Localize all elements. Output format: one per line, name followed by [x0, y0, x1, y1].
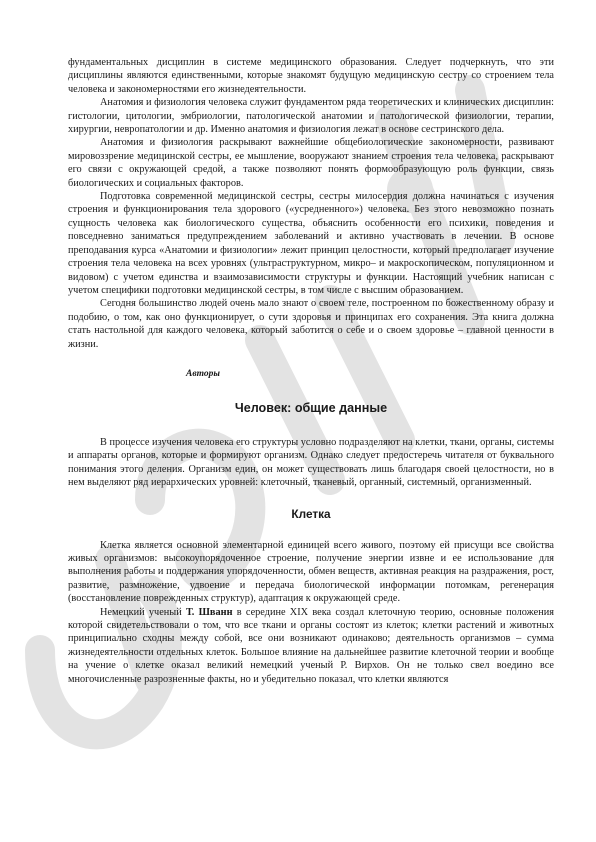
heading-cell: Клетка	[291, 506, 331, 521]
page-content	[68, 56, 554, 686]
scientist-name: Т. Шванн	[185, 606, 233, 618]
paragraph-today: Сегодня большинство людей очень мало знают о своем теле, построенном по божественному образу и подобию, о том, как оно функционирует, о сути здоровья и принципах его сохранения. Эта книга должна стать настольной для каждого человека, который заботится о себе и о своем здоровье – главной ценности в жизни.	[68, 298, 554, 350]
paragraph-cell-theory	[68, 606, 554, 686]
cell-theory-start: Немецкий ученый	[100, 606, 186, 618]
cell-theory-rest: в середине XIX века создал клеточную теорию, основные положения которой свидетельствовали о том, что все ткани и органы состоят из клеток; клетки растений и животных принципиально сходны между собой, все они возникают одинаково; деятельность организмов – сумма жизнедеятельности отдельных клеток. Большое влияние на дальнейшее развитие клеточной теории и вообще на учение о клетке оказал великий немецкий ученый Р. Вирхов. Он не только свел воедино все многочисленные разрозненные факты, но и убедительно показал, что клетки являются	[68, 606, 554, 685]
paragraph-anatomy-foundation: Анатомия и физиология человека служит фундаментом ряда теоретических и клинических дисциплин: гистологии, цитологии, эмбриологии, патологической анатомии и патологической физиологии, терапии, хирургии, невропатологии и др. Именно анатомия и физиология лежат в основе сестринского дела.	[68, 97, 554, 136]
paragraph-human-levels: В процессе изучения человека его структуры условно подразделяют на клетки, ткани, органы, системы и аппараты органов, которые и формируют организм. Однако следует предостеречь читателя от буквального понимания этого деления. Организм един, он может существовать лишь благодаря своей целостности, но в нем выделяют ряд иерархических уровней: клеточный, тканевый, органный, системный, организменный.	[68, 436, 554, 489]
paragraph-cell-properties: Клетка является основной элементарной единицей всего живого, поэтому ей присущи все свойства живых организмов: высокоупорядоченное строение, получение энергии извне и ее использование для выполнения работы и поддержания упорядоченности, обмен веществ, активная реакция на раздражения, рост, развитие, размножение, удвоение и передача биологической информации потомкам, регенерация (восстановление поврежденных структур), адаптация к окружающей среде.	[68, 539, 554, 605]
authors-signature: Авторы	[186, 368, 220, 379]
paragraph-anatomy-regularities: Анатомия и физиология раскрывают важнейшие общебиологические закономерности, развивают мировоззрение медицинской сестры, ее мышление, вооружают знанием строения тела человека, раскрывают его связи с окружающей средой, а также позволяют понять формообразующую роль функции, связь биологических и социальных факторов.	[68, 137, 554, 189]
heading-human-general: Человек: общие данные	[234, 400, 388, 415]
paragraph-nurse-training: Подготовка современной медицинской сестры, сестры милосердия должна начинаться с изучения строения и функционирования тела здорового («усредненного») человека. Без этого невозможно познать сущность человека как биологического существа, объяснить особенности его психики, поведения и повседневно заниматься предупреждением заболеваний и активно участвовать в лечении. В основе преподавания курса «Анатомии и физиологии» лежит принцип целостности, который предполагает изучение строения тела человека на всех уровнях (ультраструктурном, микро– и макроскопическом, популяционном и видовом) с учетом единства и взаимозависимости структуры и функции. Настоящий учебник написан с учетом специфики подготовки медицинской сестры, в том числе с высшим образованием.	[68, 191, 554, 296]
paragraph-intro: фундаментальных дисциплин в системе медицинского образования. Следует подчеркнуть, что эти дисциплины являются единственными, которые знакомят будущую медицинскую сестру со строением тела человека и закономерностями его жизнедеятельности.	[68, 57, 554, 95]
